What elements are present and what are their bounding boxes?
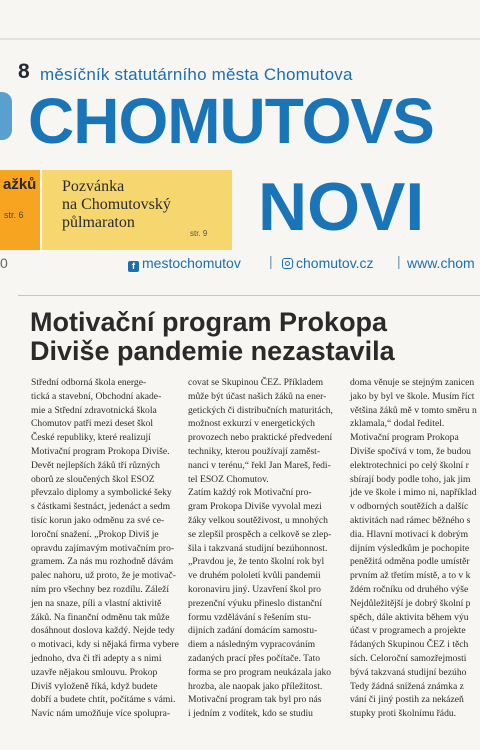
social-links-bar bbox=[0, 250, 480, 276]
article-text-line: techniky, kterou používají zaměst- bbox=[188, 445, 321, 457]
article-text-line: jednoho, dva či tři adepty a s nimi bbox=[31, 652, 162, 664]
article-text-line: Chomutov patří mezi deset škol bbox=[31, 418, 154, 430]
article-text-line: Nejdůležitější je dobrý školní p bbox=[350, 597, 471, 609]
article-text-line: spěch, dále aktivita během výu bbox=[350, 611, 469, 623]
article-text-line: většina žáků mě v tomto směru n bbox=[350, 404, 477, 416]
article-text-line: hrozba, ale naopak jako příležitost. bbox=[188, 680, 323, 692]
article-text-line: tická a stavební, Obchodní akade- bbox=[31, 390, 162, 402]
article-text-line: může být účast našich žáků na ener- bbox=[188, 390, 327, 402]
promo-teaser-left bbox=[0, 170, 40, 250]
article-text-line: zklamala,“ dodal ředitel. bbox=[350, 418, 445, 430]
masthead-title-second-line: NOVI bbox=[258, 169, 425, 245]
article-text-line: tisíc korun jako odměnu za své ce- bbox=[31, 514, 165, 526]
instagram-handle: chomutov.cz bbox=[296, 255, 374, 271]
page-number: 8 bbox=[18, 60, 30, 83]
article-text-line: Devět nejlepších žáků tří různých bbox=[31, 459, 160, 471]
headline-line: Motivační program Prokopa bbox=[30, 307, 388, 337]
article-text-line: i jedním z vodítek, kdo se studiu bbox=[188, 708, 313, 720]
article-text-line: stupky proti školnímu řádu. bbox=[350, 708, 457, 720]
website-link[interactable]: www.chom bbox=[407, 255, 475, 271]
article-text-line: sích. Celoroční samozřejmosti bbox=[350, 652, 467, 664]
article-text-line: Tedy žádná snížená známka z bbox=[350, 680, 464, 692]
article-text-line: nanci v terénu,“ řekl Jan Mareš, ředi- bbox=[188, 459, 331, 471]
publication-subtitle: měsíčník statutárního města Chomutova bbox=[40, 65, 353, 84]
article-text-line: prezenční výuku přineslo distanční bbox=[188, 597, 323, 609]
article-text-line: gramem. Za nás mu rozhodně dávám bbox=[31, 556, 174, 568]
article-text-line: dia. Hlavní motivací k dobrým bbox=[350, 528, 469, 540]
separator: | bbox=[269, 253, 273, 269]
article-text-line: převzalo diplomy a symbolické šeky bbox=[31, 487, 172, 499]
article-text-line: doma věnuje se stejným zanicen bbox=[350, 377, 475, 388]
article-text-line: Motivační program tak byl pro nás bbox=[188, 694, 322, 706]
article-text-line: dijním výsledkům je pochopite bbox=[350, 542, 470, 554]
article-text-line: zadaných prací přes počítače. Tato bbox=[188, 652, 321, 664]
article-text-line: formu vzdělávání s řešením stu- bbox=[188, 611, 312, 623]
headline-line: Diviše pandemie nezastavila bbox=[30, 336, 395, 366]
article-text-line: Motivační program Prokopa Diviše. bbox=[31, 445, 170, 457]
facebook-icon: f bbox=[128, 261, 139, 272]
article-text-line: žáky velkou soutěživost, u mnohých bbox=[188, 514, 328, 526]
promo-halfmarathon-text bbox=[62, 178, 171, 232]
article-text-line: covat se Skupinou ČEZ. Příkladem bbox=[188, 377, 324, 388]
article-text-line: forma se pro program neukázala jako bbox=[188, 666, 332, 678]
promo-teaser-halfmarathon bbox=[42, 170, 232, 250]
article-text-line: možnost exkurzí v energetických bbox=[188, 418, 315, 430]
promo-line: půlmaraton bbox=[62, 214, 135, 231]
article-column-1 bbox=[31, 376, 181, 721]
separator: | bbox=[397, 253, 401, 269]
article-text-line: palec nahoru, už proto, že je motivač- bbox=[31, 570, 176, 582]
article-text-line: dijních zadání domácím samostu- bbox=[188, 625, 318, 637]
article-text-line: gram Prokopa Diviše vyvolal mezi bbox=[188, 501, 322, 513]
article-text-line: diem a následným vypracováním bbox=[188, 639, 316, 651]
article-text-line: tel ESOZ Chomutov. bbox=[188, 473, 269, 485]
article-text-line: Motivační program Prokopa bbox=[350, 432, 459, 444]
article-text-line: mie a Střední zdravotnická škola bbox=[31, 404, 157, 416]
article-text-line: Střední odborná škola energe- bbox=[31, 377, 147, 388]
article-text-line: řádaných Skupinou ČEZ i těch bbox=[350, 639, 469, 651]
article-text-line: opravdu zajímavým motivačním pro- bbox=[31, 542, 175, 554]
article-text-line: dosáhnout doslova každý. Nejde tedy bbox=[31, 625, 175, 637]
page-top-rule bbox=[0, 38, 480, 40]
article-text-line: uzavře nějakou smlouvu. Prokop bbox=[31, 666, 158, 678]
instagram-icon bbox=[282, 258, 293, 269]
article-text-line: Navíc nám umožňuje více spolupra- bbox=[31, 708, 171, 720]
article-text-line: jde ve škole i mimo ni, například bbox=[350, 487, 477, 499]
article-text-line: Zatím každý rok Motivační pro- bbox=[188, 487, 312, 499]
article-text-line: účast v programech a projekte bbox=[350, 625, 466, 637]
article-text-line: provozech nebo praktické předvedení bbox=[188, 432, 333, 444]
logo-fragment bbox=[0, 92, 12, 140]
article-text-line: České republiky, které realizují bbox=[31, 432, 151, 444]
article-text-line: žáků. Na finanční odměnu tak může bbox=[31, 611, 170, 623]
section-rule bbox=[18, 295, 480, 296]
article-text-line: getických či distribučních maturitách, bbox=[188, 404, 333, 416]
article-text-line: s částkami šestnáct, jedenáct a sedm bbox=[31, 501, 171, 513]
article-text-line: aktivitách nad rámec běžného s bbox=[350, 514, 471, 526]
promo-line: Pozvánka bbox=[62, 178, 125, 195]
article-text-line: oborů ze sloučených škol ESOZ bbox=[31, 473, 155, 485]
article-text-line: sbírají body podle toho, jak jim bbox=[350, 473, 471, 485]
article-text-line: „Pravdou je, že tento školní rok byl bbox=[188, 556, 325, 568]
article-text-line: loroční snažení. „Prokop Diviš je bbox=[31, 528, 159, 540]
facebook-handle: mestochomutov bbox=[142, 255, 241, 271]
masthead-title: CHOMUTOVS bbox=[28, 85, 434, 157]
promo-line: na Chomutovský bbox=[62, 196, 171, 213]
facebook-link[interactable] bbox=[128, 255, 241, 272]
promo-left-title: ažků bbox=[3, 176, 37, 193]
article-column-3 bbox=[350, 376, 480, 721]
article-text-line: šila i takzvaná studijní bezúhonnost. bbox=[188, 542, 328, 554]
article-text-line: v odborných soutěžích a dalšíc bbox=[350, 501, 469, 513]
article-headline bbox=[30, 308, 395, 366]
article-text-line: peněžitá odměna podle umístěr bbox=[350, 556, 470, 568]
instagram-link[interactable] bbox=[282, 255, 374, 271]
cropped-fragment: 0 bbox=[0, 255, 8, 271]
article-text-line: ždém ročníku od druhého výše bbox=[350, 583, 469, 595]
promo-left-page-ref: str. 6 bbox=[4, 210, 24, 220]
article-text-line: ve druhém pololetí kvůli pandemii bbox=[188, 570, 321, 582]
article-text-line: Diviše spočívá v tom, že budou bbox=[350, 445, 471, 457]
promo-halfmarathon-page-ref: str. 9 bbox=[190, 229, 208, 238]
article-text-line: dobří a budete chtít, počítáme s vámi. bbox=[31, 694, 176, 706]
article-text-line: bývá takzvaná studijní bezúho bbox=[350, 666, 467, 678]
article-column-2 bbox=[188, 376, 344, 721]
article-text-line: se zlepšil prospěch a celkově se zlep- bbox=[188, 528, 332, 540]
article-text-line: prvním až třetím místě, a to v k bbox=[350, 570, 471, 582]
article-text-line: ním pro všechny bez rozdílu. Záleží bbox=[31, 583, 169, 595]
article-text-line: Diviš vyloženě říká, když budete bbox=[31, 680, 158, 692]
masthead-continuation bbox=[232, 170, 480, 250]
article-text-line: jen na snaze, píli a vlastní aktivitě bbox=[31, 597, 162, 609]
article-text-line: vání či jiný postih za nekázeň bbox=[350, 694, 464, 706]
article-text-line: o motivaci, kdy si nějaká firma vybere bbox=[31, 639, 179, 651]
article-text-line: elektrotechnici po celý školní r bbox=[350, 459, 469, 471]
article-text-line: jako by byl ve škole. Musím říct bbox=[350, 390, 475, 402]
article-text-line: koronaviru jiný. Uzavření škol pro bbox=[188, 583, 321, 595]
promo-band bbox=[0, 170, 480, 250]
